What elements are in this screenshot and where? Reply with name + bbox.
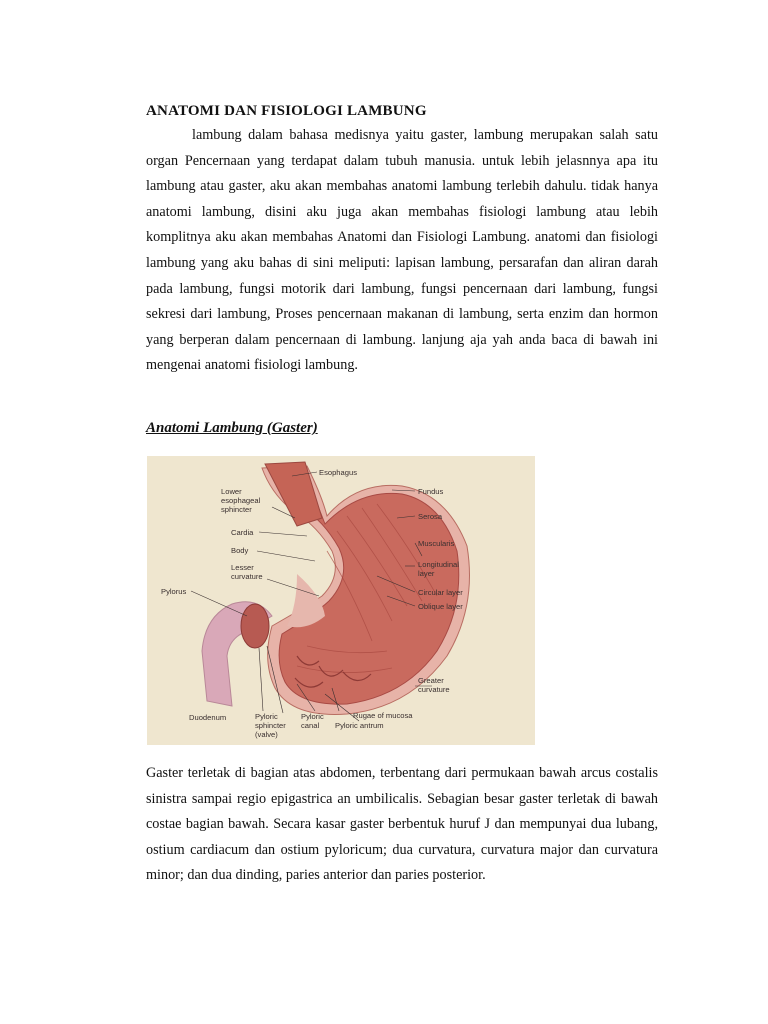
label-oblique: Oblique layer (418, 602, 463, 611)
label-lesser-1: Lesser (231, 563, 254, 572)
label-esophagus: Esophagus (319, 468, 357, 477)
label-circular: Circular layer (418, 588, 463, 597)
label-greater-2: curvature (418, 685, 450, 694)
label-serosa: Serosa (418, 512, 443, 521)
label-muscularis: Muscularis (418, 539, 455, 548)
label-pyloric-canal-1: Pyloric (301, 712, 324, 721)
section-subheading: Anatomi Lambung (Gaster) (146, 420, 318, 436)
label-les-1: Lower (221, 487, 242, 496)
document-title: ANATOMI DAN FISIOLOGI LAMBUNG (146, 103, 427, 119)
label-pyloric-antrum: Pyloric antrum (335, 721, 384, 730)
stomach-anatomy-figure (147, 456, 535, 745)
label-rugae: Rugae of mucosa (353, 711, 413, 720)
label-pylorus: Pylorus (161, 587, 187, 596)
stomach-anatomy-illustration (147, 456, 535, 745)
label-greater-1: Greater (418, 676, 444, 685)
label-pyloric-sphincter-1: Pyloric (255, 712, 278, 721)
body-paragraph: Gaster terletak di bagian atas abdomen, terbentang dari permukaan bawah arcus costalis sinistra sampai regio epigastrica an umbilicalis. Sebagian besar gaster terletak di bawah costae bagian bawah. Secara kasar gaster berbentuk huruf J dan mempunyai dua lubang, ostium cardiacum dan ostium pyloricum; dua curvatura, curvatura major dan curvatura minor; dan dua dinding, paries anterior dan paries posterior. (146, 765, 658, 884)
label-fundus: Fundus (418, 487, 444, 496)
label-duodenum: Duodenum (189, 713, 227, 722)
label-pyloric-sphincter-2: sphincter (255, 721, 286, 730)
pyloric-sphincter-shape (241, 604, 269, 648)
label-pyloric-canal-2: canal (301, 721, 320, 730)
label-lesser-2: curvature (231, 572, 263, 581)
esophagus-shape (265, 462, 322, 526)
label-body: Body (231, 546, 249, 555)
lesser-curvature-shape (287, 574, 325, 627)
label-les-2: esophageal (221, 496, 261, 505)
label-longitudinal-2: layer (418, 569, 435, 578)
intro-paragraph: lambung dalam bahasa medisnya yaitu gaster, lambung merupakan salah satu organ Pencernaan yang terdapat dalam tubuh manusia. untuk lebih jelasnnya apa itu lambung atau gaster, aku akan membahas anatomi lambung terlebih dahulu. tidak hanya anatomi lambung, disini aku juga akan membahas fisiologi lambung atau lebih komplitnya aku akan membahas Anatomi dan Fisiologi Lambung. anatomi dan fisiologi lambung yang aku bahas di sini meliputi: lapisan lambung, persarafan dan aliran darah pada lambung, fungsi motorik dari lambung, fungsi pencernaan dari lambung, fungsi sekresi dari lambung, Proses pencernaan makanan di lambung, serta enzim dan hormon yang berperan dalam pencernaan di lambung. lanjung aja yah anda baca di bawah ini mengenai anatomi fisiologi lambung. (146, 127, 658, 374)
label-pyloric-sphincter-3: (valve) (255, 730, 278, 739)
label-les-3: sphincter (221, 505, 252, 514)
label-longitudinal-1: Longitudinal (418, 560, 459, 569)
label-cardia: Cardia (231, 528, 254, 537)
